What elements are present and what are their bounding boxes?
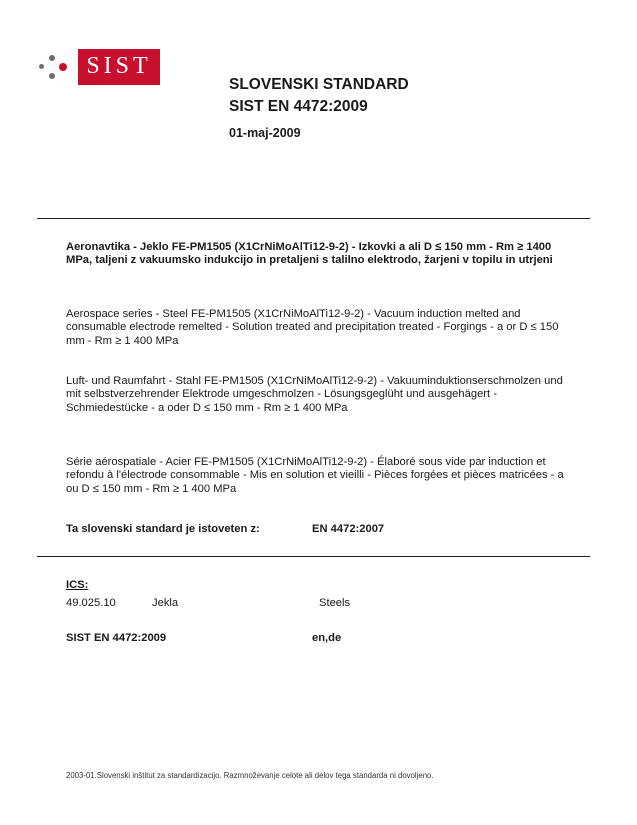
ics-code: 49.025.10 [66, 597, 116, 609]
ics-heading: ICS: [66, 579, 89, 591]
title-german: Luft- und Raumfahrt - Stahl FE-PM1505 (X1CrNiMoAlTi12-9-2) - Vakuuminduktionserschmolzen und mit selbstverzehrender Elektrode umgeschmolzen - Lösungsgeglüht und ausgehägert - Schmiedestücke - a oder D ≤ 150 mm - Rm ≥ 1 400 MPa [66, 375, 563, 414]
standard-type: SLOVENSKI STANDARD [229, 76, 409, 93]
identical-label: Ta slovenski standard je istoveten z: [66, 523, 260, 535]
ics-english: Steels [319, 597, 351, 609]
publication-date: 01-maj-2009 [229, 126, 301, 140]
identical-value: EN 4472:2007 [312, 523, 385, 535]
languages: en,de [312, 632, 342, 644]
ics-slovenian: Jekla [152, 597, 179, 609]
title-french: Série aérospatiale - Acier FE-PM1505 (X1CrNiMoAlTi12-9-2) - Élaboré sous vide par induction et refondu à l'électrode consommable - Mis en solution et vieilli - Pièces forgées et pièces matricées - a ou D ≤ 150 mm - Rm ≥ 1 400 MPa [66, 456, 564, 495]
standard-ref: SIST EN 4472:2009 [66, 632, 167, 644]
divider-top [37, 218, 590, 219]
title-english: Aerospace series - Steel FE-PM1505 (X1CrNiMoAlTi12-9-2) - Vacuum induction melted and consumable electrode remelted - Solution treated and precipitation treated - Forgings - a or D ≤ 150 mm - Rm ≥ 1 400 MPa [66, 308, 559, 347]
logo-dot-icon [39, 64, 44, 69]
logo-text: SIST [86, 53, 152, 79]
divider-bottom [37, 556, 590, 557]
logo-dot-icon [49, 55, 55, 61]
logo-box [78, 49, 160, 85]
logo-dot-icon [59, 63, 67, 71]
standard-number: SIST EN 4472:2009 [229, 98, 368, 115]
logo-dot-icon [49, 73, 55, 79]
title-slovenian: Aeronavtika - Jeklo FE-PM1505 (X1CrNiMoAlTi12-9-2) - Izkovki a ali D ≤ 150 mm - Rm ≥ 1400 MPa, taljeni z vakuumsko indukcijo in pretaljeni s talilno elektrodo, žarjeni v topilu in utrjeni [66, 241, 553, 267]
copyright-footer: 2003-01.Slovenski inštitut za standardizacijo. Razmnoževanje celote ali delov tega standarda ni dovoljeno. [66, 771, 434, 780]
